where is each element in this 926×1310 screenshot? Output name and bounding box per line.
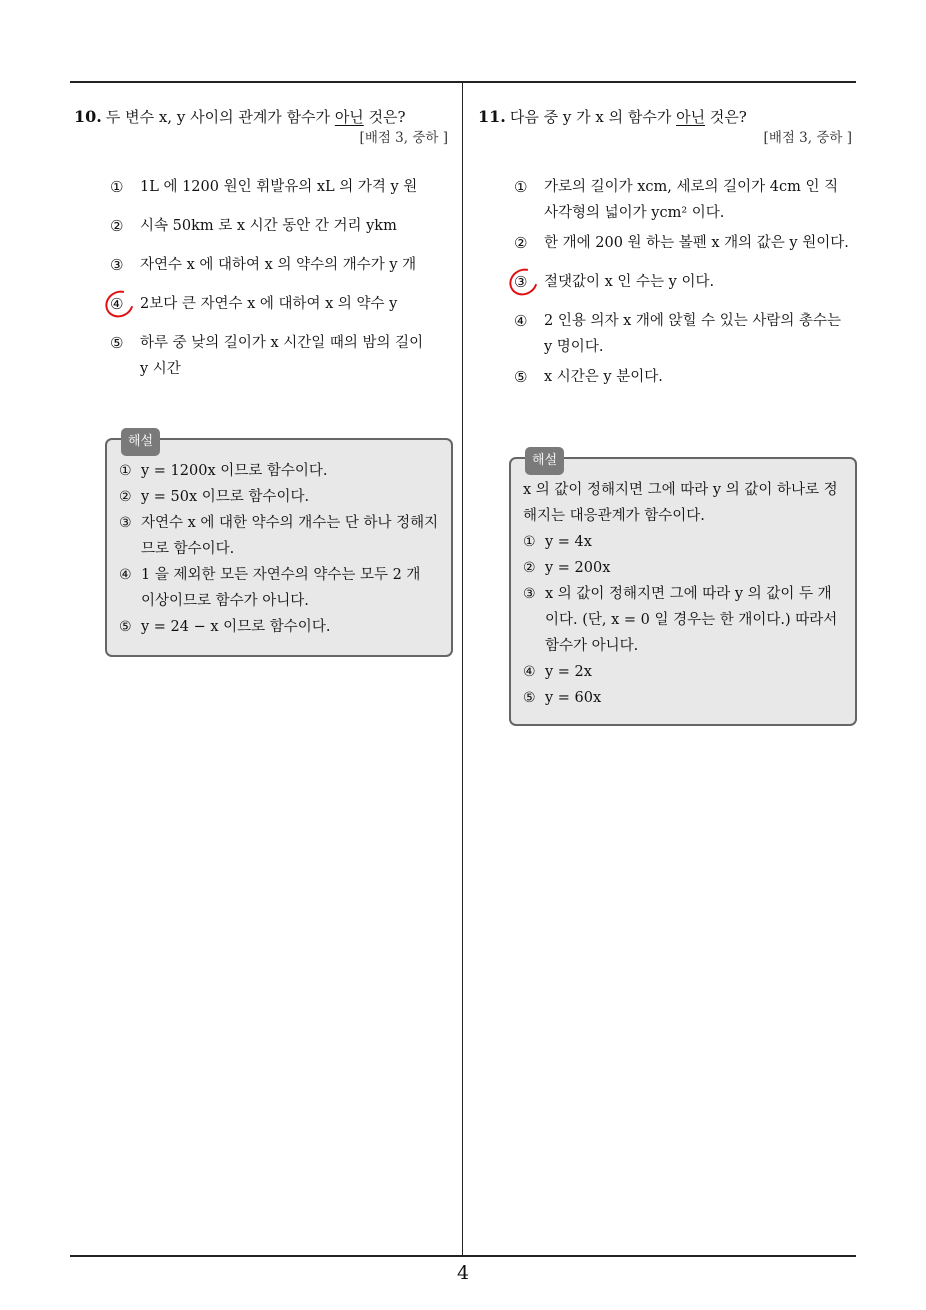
choice-text: x 시간은 y 분이다. <box>544 369 663 385</box>
choice-marker: ④ <box>110 295 124 313</box>
solution-line <box>523 685 843 711</box>
solution-text: y = 50x 이므로 함수이다. <box>141 489 310 505</box>
question-number: 10. <box>74 107 102 126</box>
solution-line <box>523 529 843 555</box>
question-10 <box>74 104 454 382</box>
choice-marker: ③ <box>110 256 124 274</box>
choice-5[interactable] <box>514 364 850 390</box>
choice-text: 절댓값이 x 인 수는 y 이다. <box>544 274 715 290</box>
solution-marker: ④ <box>119 567 132 583</box>
red-circle-answer-mark <box>504 263 542 300</box>
solution-intro: x 의 값이 정해지면 그에 따라 y 의 값이 하나로 정해지는 대응관계가 함수이다. <box>523 482 838 524</box>
solution-marker: ⑤ <box>119 619 132 635</box>
solution-text: y = 60x <box>545 690 602 706</box>
choice-text: 한 개에 200 원 하는 볼펜 x 개의 값은 y 원이다. <box>544 235 849 251</box>
choice-marker: ② <box>514 234 528 252</box>
solution-text: 1 을 제외한 모든 자연수의 약수는 모두 2 개 이상이므로 함수가 아니다. <box>141 567 421 609</box>
red-circle-answer-mark <box>100 285 138 322</box>
solution-text: y = 2x <box>545 664 592 680</box>
solution-line <box>523 581 843 659</box>
solution-line <box>523 555 843 581</box>
solution-box-11 <box>509 453 857 726</box>
question-emphasis: 아닌 <box>676 108 706 126</box>
choice-text: 시속 50km 로 x 시간 동안 간 거리 ykm <box>140 218 397 234</box>
question-text: 두 변수 x, y 사이의 관계가 함수가 <box>105 108 335 126</box>
question-text: 다음 중 y 가 x 의 함수가 <box>509 108 677 126</box>
solution-line <box>119 510 439 562</box>
solution-line <box>119 484 439 510</box>
choice-marker: ③ <box>514 273 528 291</box>
question-emphasis: 아닌 <box>334 108 364 126</box>
choice-list <box>514 174 850 390</box>
score-label: [배점 3, 중하 ] <box>763 130 852 146</box>
solution-marker: ④ <box>523 664 536 680</box>
question-text-end: 것은? <box>705 108 747 126</box>
choice-marker: ① <box>514 178 528 196</box>
solution-line <box>523 659 843 685</box>
score-label: [배점 3, 중하 ] <box>359 130 448 146</box>
page-number: 4 <box>456 1262 470 1284</box>
solution-marker: ① <box>523 534 536 550</box>
choice-2[interactable] <box>110 213 454 252</box>
choice-5[interactable] <box>110 330 430 382</box>
solution-line <box>119 458 439 484</box>
solution-marker: ③ <box>523 586 536 602</box>
choice-2[interactable] <box>514 230 850 269</box>
choice-text: 자연수 x 에 대하여 x 의 약수의 개수가 y 개 <box>140 257 417 273</box>
question-text-end: 것은? <box>363 108 406 126</box>
choice-3[interactable] <box>514 269 850 308</box>
column-divider <box>462 82 463 1256</box>
choice-marker: ④ <box>514 312 528 330</box>
choice-marker: ② <box>110 217 124 235</box>
solution-marker: ② <box>119 489 132 505</box>
choice-marker: ⑤ <box>514 368 528 386</box>
choice-marker: ① <box>110 178 124 196</box>
question-number: 11. <box>478 107 506 126</box>
choice-4[interactable] <box>514 308 850 360</box>
choice-text: 하루 중 낮의 길이가 x 시간일 때의 밤의 길이 y 시간 <box>140 335 424 377</box>
choice-list <box>110 174 454 382</box>
solution-text: y = 24 − x 이므로 함수이다. <box>141 619 331 635</box>
choice-text: 가로의 길이가 xcm, 세로의 길이가 4cm 인 직사각형의 넓이가 ycm² 이다. <box>544 179 839 221</box>
solution-marker: ⑤ <box>523 690 536 706</box>
solution-text: 자연수 x 에 대한 약수의 개수는 단 하나 정해지므로 함수이다. <box>141 515 439 557</box>
solution-marker: ② <box>523 560 536 576</box>
solution-tag: 해설 <box>121 428 160 456</box>
solution-marker: ③ <box>119 515 132 531</box>
choice-marker: ⑤ <box>110 334 124 352</box>
solution-marker: ① <box>119 463 132 479</box>
solution-box-10 <box>105 434 453 657</box>
choice-text: 2보다 큰 자연수 x 에 대하여 x 의 약수 y <box>140 296 398 312</box>
choice-text: 1L 에 1200 원인 휘발유의 xL 의 가격 y 원 <box>140 179 418 195</box>
solution-text: x 의 값이 정해지면 그에 따라 y 의 값이 두 개이다. (단, x = 0 일 경우는 한 개이다.) 따라서 함수가 아니다. <box>545 586 838 654</box>
choice-4[interactable] <box>110 291 454 330</box>
solution-tag: 해설 <box>525 447 564 475</box>
choice-1[interactable] <box>514 174 850 226</box>
solution-line <box>119 562 439 614</box>
choice-text: 2 인용 의자 x 개에 앉힐 수 있는 사람의 총수는 y 명이다. <box>544 313 842 355</box>
bottom-rule <box>70 1255 856 1257</box>
choice-3[interactable] <box>110 252 454 291</box>
question-11 <box>478 104 858 390</box>
solution-text: y = 200x <box>545 560 611 576</box>
solution-text: y = 4x <box>545 534 592 550</box>
solution-line <box>119 614 439 640</box>
choice-1[interactable] <box>110 174 454 213</box>
solution-text: y = 1200x 이므로 함수이다. <box>141 463 328 479</box>
